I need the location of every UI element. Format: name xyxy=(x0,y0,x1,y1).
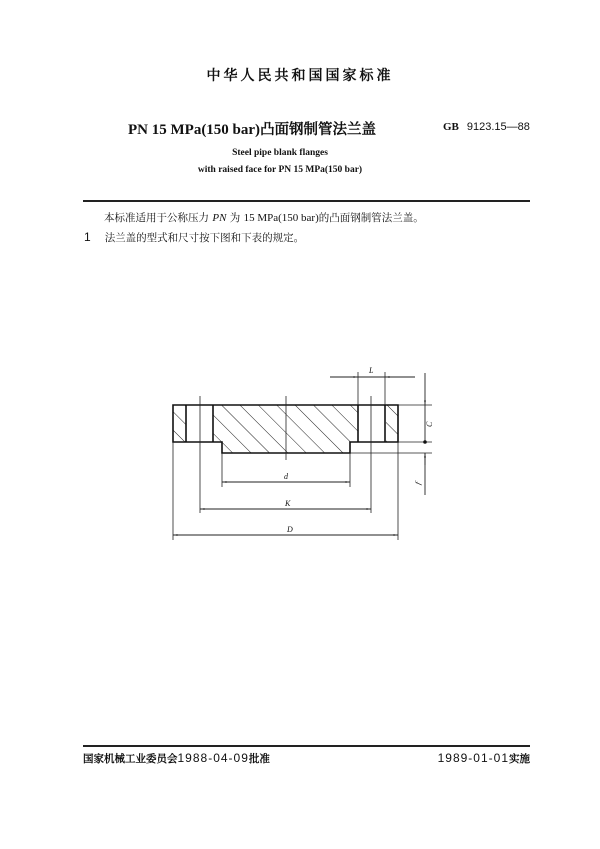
issuing-authority-header: 中华人民共和国国家标准 xyxy=(206,68,394,84)
left-rim-hatch xyxy=(173,405,186,442)
clause-number: 1 xyxy=(84,230,91,244)
approver: 国家机械工业委员会 xyxy=(83,753,178,765)
pressure-value: 15 MPa(150 bar) xyxy=(243,212,319,224)
center-body-hatch xyxy=(213,405,358,453)
dimension-lines xyxy=(173,373,425,535)
title-chinese-part: 凸面钢制管法兰盖 xyxy=(260,122,377,138)
standard-number: 9123.15—88 xyxy=(466,121,530,133)
title-latin-part: PN 15 MPa(150 bar) xyxy=(128,122,261,138)
dim-label-d: d xyxy=(284,472,288,481)
effective-label: 实施 xyxy=(509,753,530,765)
dimension-junction-dot xyxy=(423,440,427,444)
approval-info xyxy=(83,751,270,766)
scope-suffix: 的凸面钢制管法兰盖。 xyxy=(318,212,424,224)
dim-label-L: L xyxy=(369,366,374,375)
extension-lines xyxy=(173,372,432,540)
pn-symbol: PN xyxy=(212,212,227,224)
clause-text: 法兰盖的型式和尺寸按下图和下表的规定。 xyxy=(104,232,305,244)
dim-label-K: K xyxy=(285,499,291,508)
approval-label: 批准 xyxy=(248,753,270,765)
dim-label-D: D xyxy=(287,525,293,534)
effective-info xyxy=(438,751,530,766)
footer-divider xyxy=(83,745,530,747)
approval-date: 1988-04-09 xyxy=(177,751,249,765)
english-title-line-1: Steel pipe blank flanges xyxy=(232,148,328,158)
dim-label-f: f xyxy=(413,481,423,486)
standard-prefix: GB xyxy=(443,121,459,133)
right-rim-hatch xyxy=(386,405,398,442)
effective-date: 1989-01-01 xyxy=(437,751,509,765)
dim-label-C: C xyxy=(425,421,434,427)
scope-mid: 为 xyxy=(229,212,241,224)
scope-prefix: 本标准适用于公称压力 xyxy=(104,212,209,224)
english-title-line-2: with raised face for PN 15 MPa(150 bar) xyxy=(197,165,363,175)
